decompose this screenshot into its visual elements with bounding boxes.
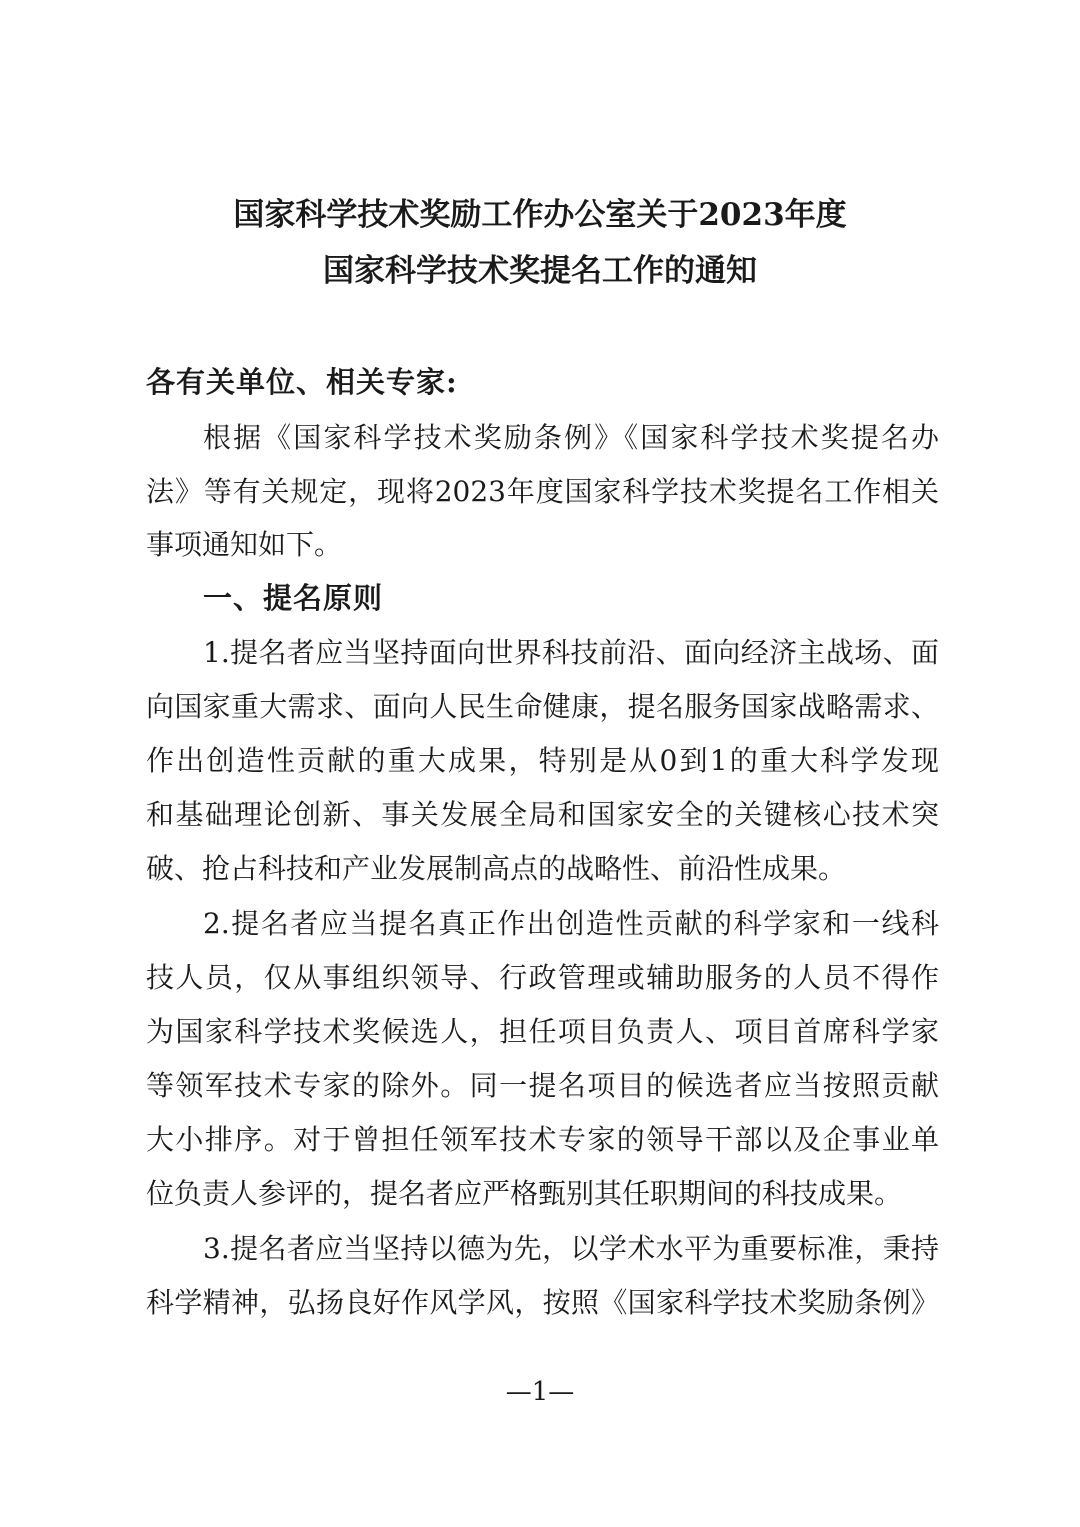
item3-line-1: 3.提名者应当坚持以德为先，以学术水平为重要标准，秉持 [203,1232,939,1265]
document-title-line-2: 国家科学技术奖提名工作的通知 [323,253,757,289]
intro-line-1: 根据《国家科学技术奖励条例》《国家科学技术奖提名办 [203,421,939,454]
item1-line-1: 1.提名者应当坚持面向世界科技前沿、面向经济主战场、面 [203,636,939,669]
item2-line-1: 2.提名者应当提名真正作出创造性贡献的科学家和一线科 [203,907,939,940]
item1-line-3: 作出创造性贡献的重大成果，特别是从0到1的重大科学发现 [146,744,939,777]
intro-line-2: 法》等有关规定，现将2023年度国家科学技术奖提名工作相关 [146,475,939,508]
item2-line-3: 为国家科学技术奖候选人，担任项目负责人、项目首席科学家 [146,1015,939,1048]
item2-line-6: 位负责人参评的，提名者应严格甄别其任职期间的科技成果。 [146,1177,903,1210]
item1-line-2: 向国家重大需求、面向人民生命健康，提名服务国家战略需求、 [146,690,939,723]
item3-line-2: 科学精神，弘扬良好作风学风，按照《国家科学技术奖励条例》 [146,1286,939,1319]
item1-line-4: 和基础理论创新、事关发展全局和国家安全的关键核心技术突 [146,798,939,831]
page-number: —1— [505,1377,575,1407]
item2-line-2: 技人员，仅从事组织领导、行政管理或辅助服务的人员不得作 [146,961,939,994]
document-title-line-1: 国家科学技术奖励工作办公室关于2023年度 [233,197,847,233]
item2-line-5: 大小排序。对于曾担任领军技术专家的领导干部以及企事业单 [146,1123,939,1156]
intro-line-3: 事项通知如下。 [146,528,343,561]
item1-line-5: 破、抢占科技和产业发展制高点的战略性、前沿性成果。 [146,852,847,885]
section-heading: 一、提名原则 [203,581,384,615]
salutation: 各有关单位、相关专家: [146,365,458,399]
item2-line-4: 等领军技术专家的除外。同一提名项目的候选者应当按照贡献 [146,1069,939,1102]
